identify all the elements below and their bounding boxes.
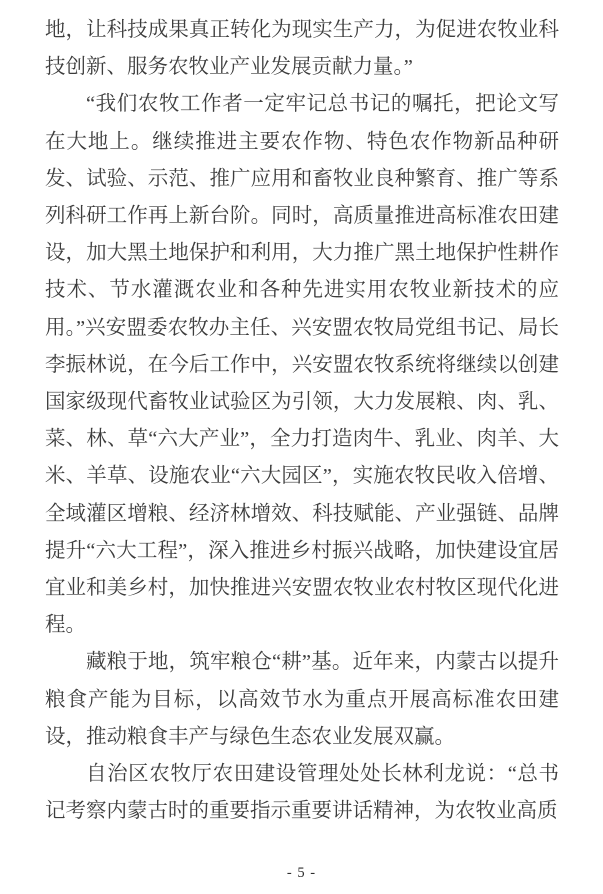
paragraph-quote-xinganmeng: “我们农牧工作者一定牢记总书记的嘱托，把论文写在大地上。继续推进主要农作物、特色农作物新品种研发、试验、示范、推广应用和畜牧业良种繁育、推广等系列科研工作再上新台阶。同时，高质量推进高标准农田建设，加大黑土地保护和利用，大力推广黑土地保护性耕作技术、节水灌溉农业和各种先进实用农牧业新技术的应用。”兴安盟委农牧办主任、兴安盟农牧局党组书记、局长李振林说，在今后工作中，兴安盟农牧系统将继续以创建国家级现代畜牧业试验区为引领，大力发展粮、肉、乳、菜、林、草“六大产业”，全力打造肉牛、乳业、肉羊、大米、羊草、设施农业“六大园区”，实施农牧民收入倍增、全域灌区增粮、经济林增效、科技赋能、产业强链、品牌提升“六大工程”，深入推进乡村振兴战略，加快建设宜居宜业和美乡村，加快推进兴安盟农牧业农村牧区现代化进程。 (45, 93, 559, 637)
paragraph-linlilong-quote: 自治区农牧厅农田建设管理处处长林利龙说：“总书记考察内蒙古时的重要指示重要讲话精神，为农牧业高质 (45, 763, 559, 823)
paragraph-continuation: 地，让科技成果真正转化为现实生产力，为促进农牧业科技创新、服务农牧业产业发展贡献力量。” (45, 19, 559, 79)
page-number: - 5 - (286, 865, 317, 881)
paragraph-cangliangyudi: 藏粮于地，筑牢粮仓“耕”基。近年来，内蒙古以提升粮食产能为目标，以高效节水为重点开展高标准农田建设，推动粮食丰产与绿色生态农业发展双赢。 (45, 651, 559, 748)
